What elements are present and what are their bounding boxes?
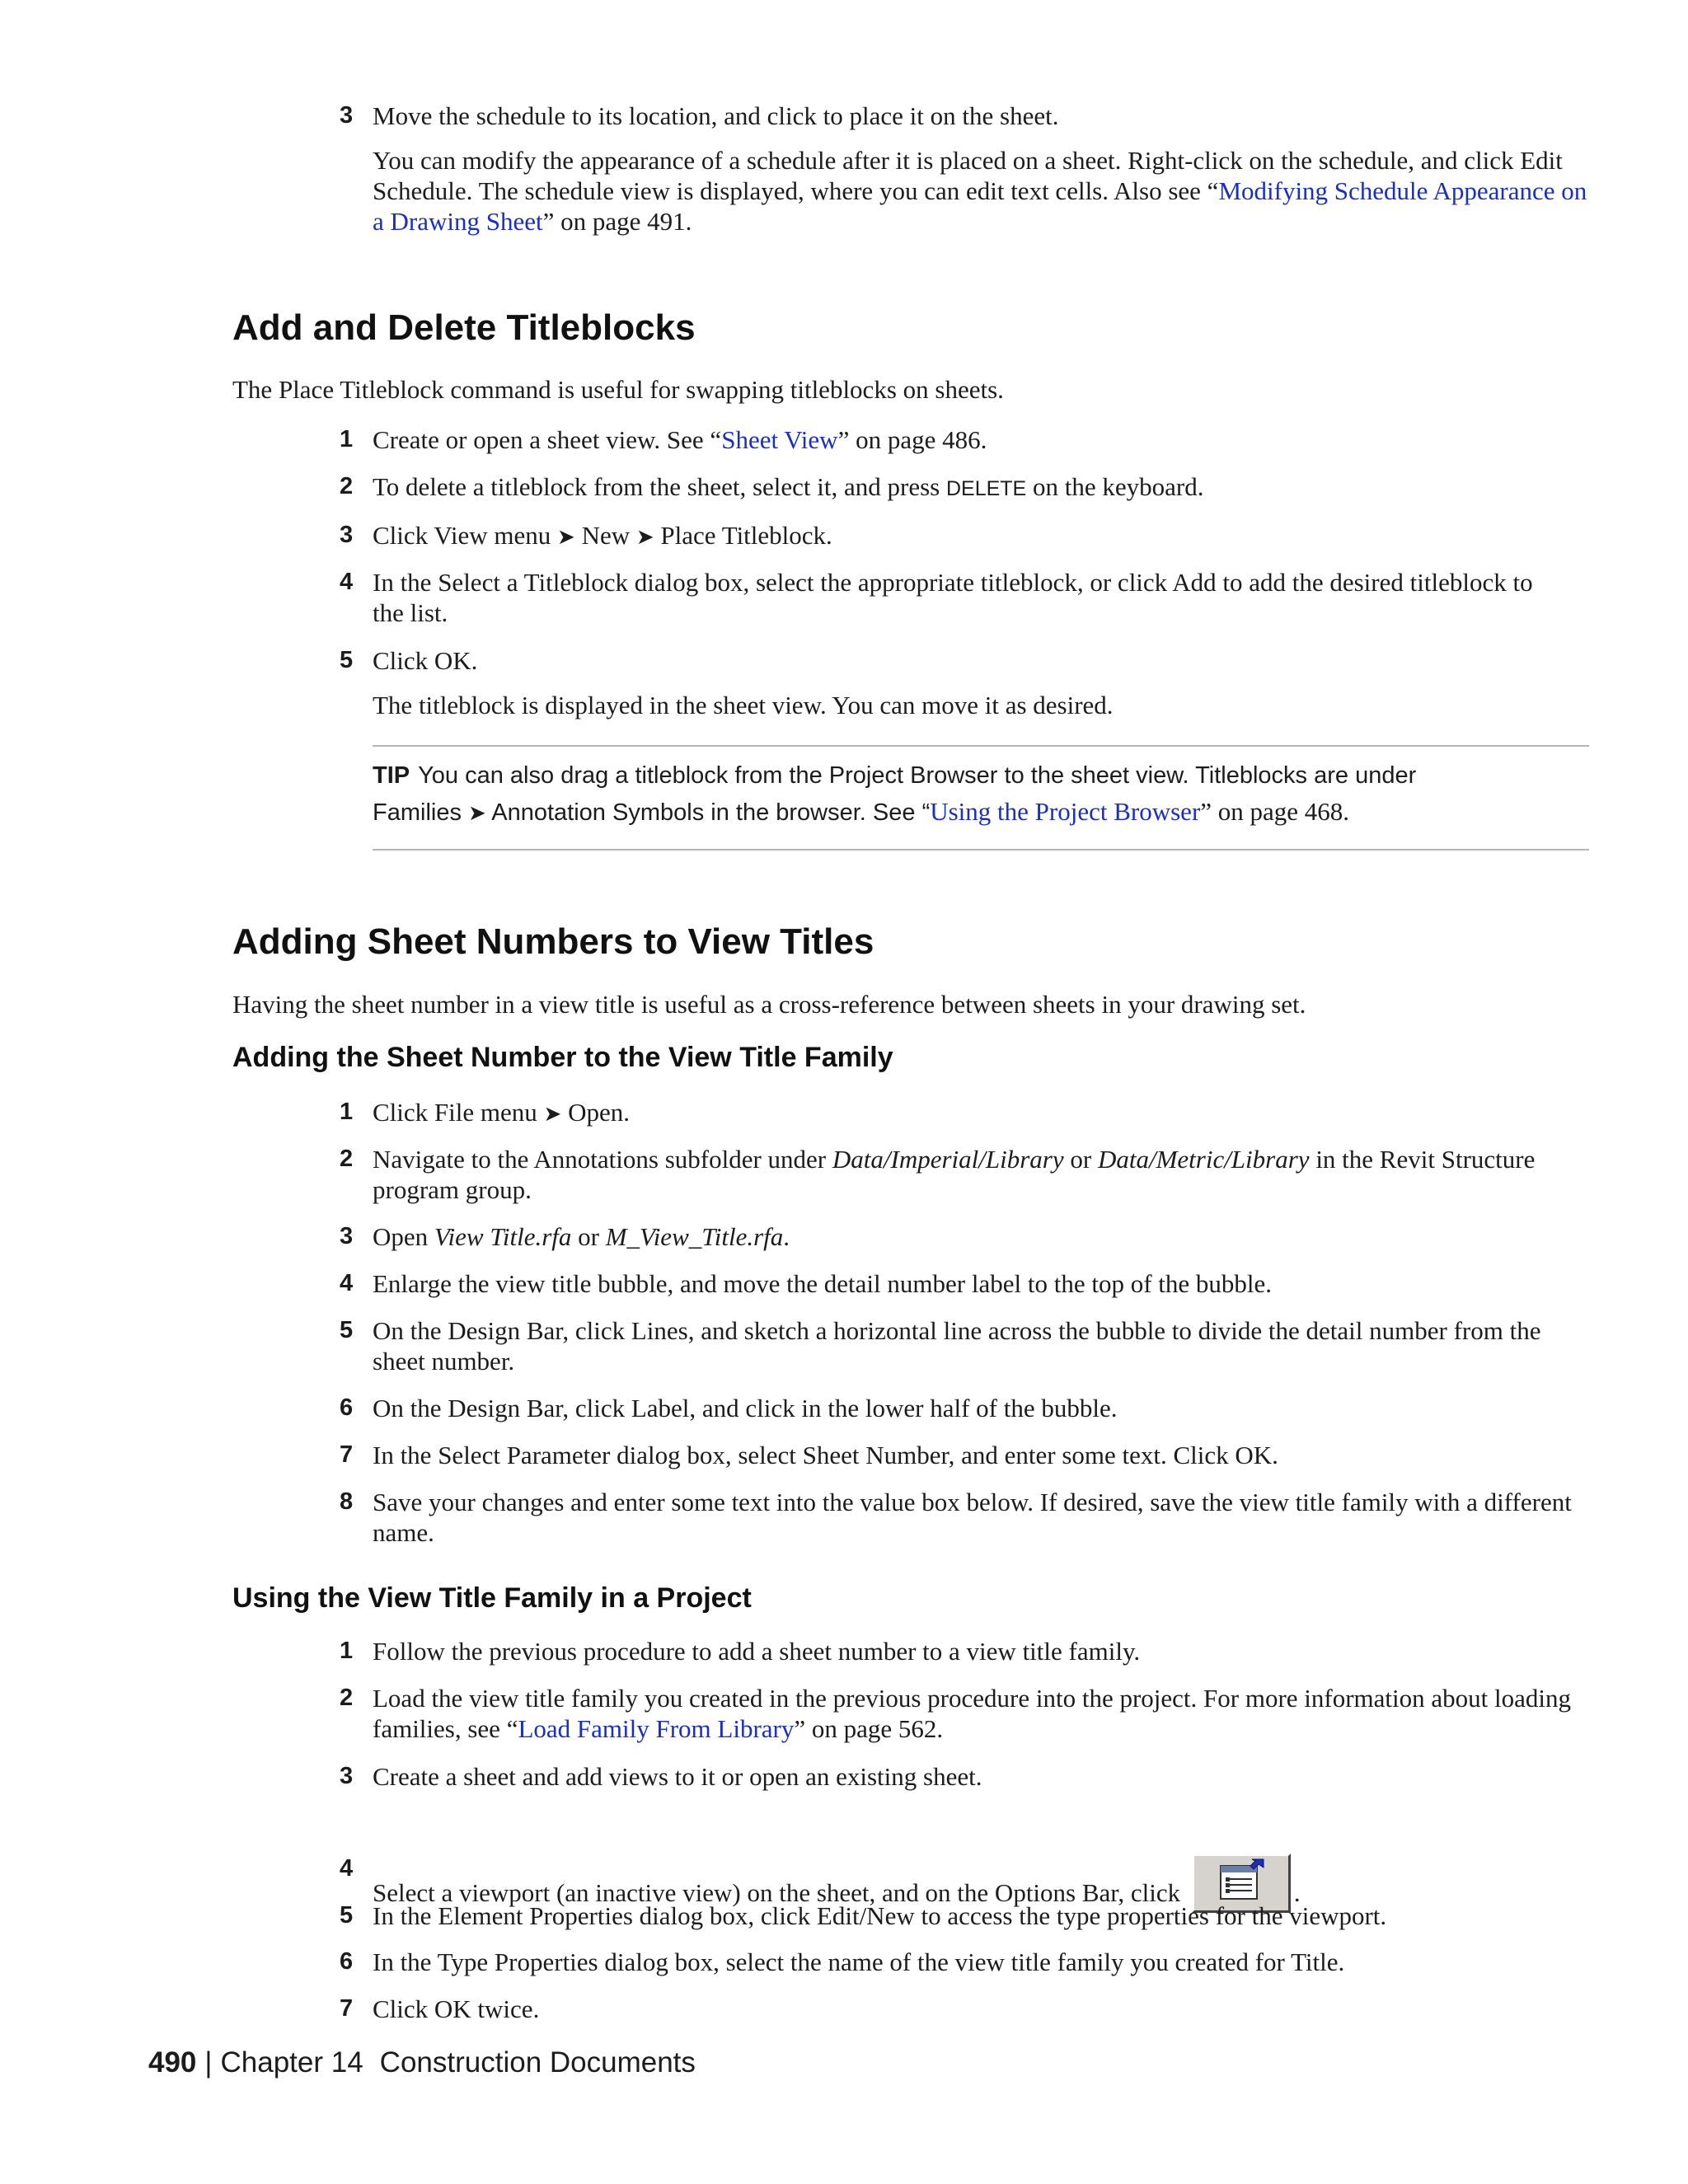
menu-arrow-icon: ➤ (635, 525, 654, 550)
footer-separator: | (204, 2046, 213, 2079)
family-step-1 (340, 1097, 1592, 1130)
subheading-using-view-title: Using the View Title Family in a Project (232, 1582, 752, 1614)
family-step-6 (340, 1393, 1592, 1423)
step-text: Create or open a sheet view. See “ (373, 425, 722, 454)
page-footer (148, 2046, 696, 2080)
menu-path-open: Open. (561, 1098, 630, 1127)
step-text: Click OK twice. (373, 1994, 540, 2023)
chapter-number: Chapter 14 (220, 2046, 363, 2079)
menu-path-file: Click File menu (373, 1098, 544, 1127)
menu-arrow-icon: ➤ (557, 525, 575, 550)
step-text: Move the schedule to its location, and click to place it on the sheet. (373, 101, 1059, 130)
step-number: 2 (340, 1685, 354, 1711)
intro-note-text: You can modify the appearance of a schedule after it is placed on a sheet. Right-click on the schedule, and click Edit Schedule. The schedule view is displayed, where you can edit text cells. Also see “ (373, 146, 1563, 205)
project-step-2 (340, 1683, 1592, 1744)
project-step-1 (340, 1636, 1592, 1666)
step-text: Navigate to the Annotations subfolder under (373, 1145, 832, 1174)
step-text: In the Element Properties dialog box, click Edit/New to access the type properties for the viewport. (373, 1901, 1387, 1930)
step-number: 3 (340, 522, 354, 548)
step-text: On the Design Bar, click Label, and click in the lower half of the bubble. (373, 1394, 1118, 1422)
step-number: 4 (340, 1270, 354, 1296)
step-text-tail: ” on page 486. (837, 425, 987, 454)
step-text: To delete a titleblock from the sheet, select it, and press (373, 472, 946, 501)
key-name: DELETE (945, 477, 1027, 500)
step-number: 5 (340, 1902, 354, 1929)
section-intro: The Place Titleblock command is useful for swapping titleblocks on sheets. (232, 375, 1004, 404)
step-number: 3 (340, 1763, 354, 1789)
intro-step-3 (340, 101, 1592, 131)
step-text: In the Select Parameter dialog box, select Sheet Number, and enter some text. Click OK. (373, 1441, 1278, 1469)
step-text: Load the view title family you created in the previous procedure into the project. For more information about loading families, see “ (373, 1684, 1571, 1743)
step-text-tail: on the keyboard. (1026, 472, 1204, 501)
titleblock-step-5 (340, 645, 1592, 676)
step-text: Enlarge the view title bubble, and move the detail number label to the top of the bubble. (373, 1269, 1273, 1298)
family-step-8 (340, 1487, 1592, 1548)
step-number: 1 (340, 1638, 354, 1664)
step-text: In the Select a Titleblock dialog box, select the appropriate titleblock, or click Add to add the desired titleblock to the list. (373, 568, 1533, 627)
titleblock-step-2 (340, 471, 1592, 504)
project-step-3 (340, 1761, 1592, 1792)
tip-text (373, 758, 1589, 832)
family-step-2 (340, 1144, 1592, 1205)
step-text: On the Design Bar, click Lines, and sketch a horizontal line across the bubble to divide the detail number from the sheet number. (373, 1316, 1541, 1376)
step-text: Select a viewport (an inactive view) on the sheet, and on the Options Bar, click (373, 1878, 1181, 1907)
intro-note (373, 145, 1592, 237)
step-text: or (1063, 1145, 1098, 1174)
titleblock-step-3 (340, 520, 1592, 553)
menu-arrow-icon: ➤ (543, 1102, 562, 1127)
file-m-view-title: M_View_Title.rfa (605, 1222, 784, 1251)
step-number: 2 (340, 473, 354, 499)
family-step-3 (340, 1221, 1592, 1252)
menu-path-view: Click View menu (373, 521, 558, 550)
titleblock-step-4 (340, 567, 1592, 628)
step-number: 7 (340, 1441, 354, 1468)
tip-text-a: You can also drag a titleblock from the Project Browser to the sheet view. Titleblocks are under (418, 762, 1417, 789)
family-step-5 (340, 1315, 1592, 1376)
link-project-browser[interactable]: Using the Project Browser (930, 797, 1201, 826)
step-number: 4 (340, 569, 354, 595)
step-number: 4 (340, 1855, 354, 1882)
link-load-family[interactable]: Load Family From Library (518, 1714, 795, 1743)
menu-arrow-icon: ➤ (468, 801, 486, 826)
path-metric: Data/Metric/Library (1097, 1145, 1310, 1174)
link-modifying-schedule[interactable]: Modifying Schedule Appearance on a Drawing Sheet (373, 176, 1587, 236)
section-heading-sheet-numbers: Adding Sheet Numbers to View Titles (232, 921, 874, 962)
page-number: 490 (148, 2046, 197, 2079)
family-step-7 (340, 1440, 1592, 1470)
menu-path-place-titleblock: Place Titleblock. (654, 521, 832, 550)
project-step-7 (340, 1994, 1592, 2024)
step-text: Follow the previous procedure to add a sheet number to a view title family. (373, 1637, 1141, 1666)
step-number: 6 (340, 1394, 354, 1421)
step-number: 5 (340, 647, 354, 673)
step-number: 1 (340, 1099, 354, 1125)
step-text-tail: . (1293, 1878, 1301, 1907)
tip-text-c: Annotation Symbols in the browser. See “ (485, 799, 931, 826)
titleblock-result: The titleblock is displayed in the sheet view. You can move it as desired. (373, 691, 1114, 719)
subheading-adding-sheet-number: Adding the Sheet Number to the View Title Family (232, 1042, 893, 1073)
step-text: Click OK. (373, 646, 478, 675)
step-number: 7 (340, 1995, 354, 2022)
tip-tail: ” on page 468. (1200, 797, 1350, 826)
project-step-5 (340, 1900, 1592, 1931)
project-step-6 (340, 1947, 1592, 1977)
tip-box (373, 745, 1589, 851)
step-number: 3 (340, 1223, 354, 1249)
section-heading-titleblocks: Add and Delete Titleblocks (232, 307, 696, 348)
family-step-4 (340, 1268, 1592, 1299)
step-text: . (783, 1222, 790, 1251)
step-number: 8 (340, 1488, 354, 1515)
step-number: 3 (340, 102, 354, 129)
step-number: 1 (340, 426, 354, 452)
step-number: 2 (340, 1146, 354, 1172)
step-number: 5 (340, 1317, 354, 1343)
chapter-title: Construction Documents (379, 2046, 696, 2079)
step-text: in the Revit Structure program group. (373, 1145, 1536, 1204)
step-text-tail: ” on page 562. (794, 1714, 944, 1743)
intro-note-tail: ” on page 491. (542, 207, 692, 236)
step-text: Open (373, 1222, 434, 1251)
tip-label: TIP (373, 762, 410, 789)
menu-path-new: New (574, 521, 636, 550)
step-text: or (571, 1222, 606, 1251)
step-text: In the Type Properties dialog box, select the name of the view title family you created for Title. (373, 1947, 1345, 1976)
titleblock-step-1 (340, 424, 1592, 455)
step-text: Save your changes and enter some text into the value box below. If desired, save the view title family with a different name. (373, 1488, 1572, 1547)
step-number: 6 (340, 1948, 354, 1975)
section-intro: Having the sheet number in a view title is useful as a cross-reference between sheets in your drawing set. (232, 990, 1306, 1019)
step-text: Create a sheet and add views to it or open an existing sheet. (373, 1762, 982, 1791)
file-view-title: View Title.rfa (434, 1222, 572, 1251)
link-sheet-view[interactable]: Sheet View (721, 425, 838, 454)
path-imperial: Data/Imperial/Library (832, 1145, 1064, 1174)
tip-text-b: Families (373, 799, 469, 826)
